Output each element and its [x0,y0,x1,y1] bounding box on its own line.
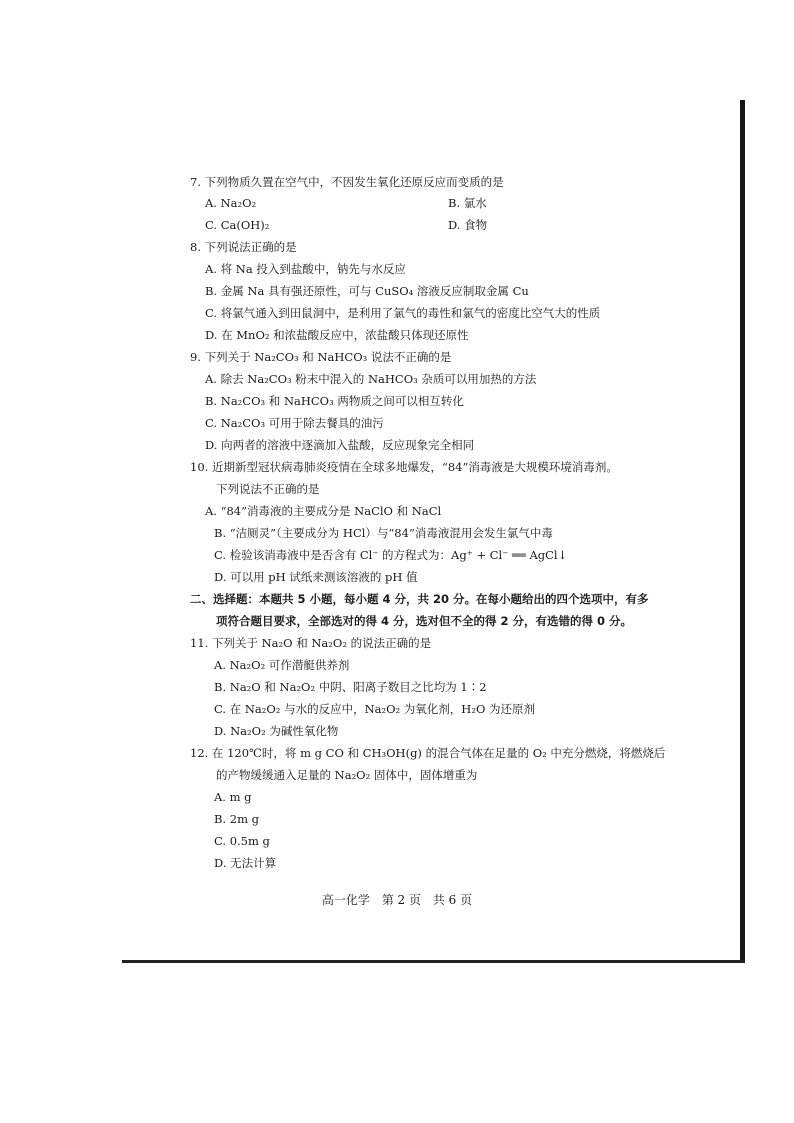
question-7-stem: 7. 下列物质久置在空气中，不因发生氧化还原反应而变质的是 [190,175,504,189]
question-8-option-a: A. 将 Na 投入到盐酸中，钠先与水反应 [205,262,406,276]
question-11-option-c: C. 在 Na₂O₂ 与水的反应中，Na₂O₂ 为氧化剂，H₂O 为还原剂 [214,702,536,716]
footer-total-pages: 共 6 页 [432,893,473,907]
question-11-option-b: B. Na₂O 和 Na₂O₂ 中阴、阳离子数目之比均为 1∶2 [214,680,487,694]
question-10-stem-line-2: 下列说法不正确的是 [216,482,320,496]
question-12-option-a: A. m g [214,790,252,804]
section-2-instructions-line-1: 二、选择题：本题共 5 小题，每小题 4 分，共 20 分。在每小题给出的四个选项中，有多 [190,592,649,606]
question-8-option-b: B. 金属 Na 具有强还原性，可与 CuSO₄ 溶液反应制取金属 Cu [205,284,529,298]
question-11-option-a: A. Na₂O₂ 可作潜艇供养剂 [214,658,350,672]
question-12-option-c: C. 0.5m g [214,834,270,848]
question-7-option-b: B. 氯水 [448,196,487,210]
question-9-option-a: A. 除去 Na₂CO₃ 粉末中混入的 NaHCO₃ 杂质可以用加热的方法 [205,372,537,386]
question-9-stem: 9. 下列关于 Na₂CO₃ 和 NaHCO₃ 说法不正确的是 [190,350,452,364]
question-9-option-d: D. 向两者的溶液中逐滴加入盐酸，反应现象完全相同 [205,438,475,452]
question-10-option-d: D. 可以用 pH 试纸来测该溶液的 pH 值 [214,570,418,584]
scan-edge-bottom [122,960,745,963]
section-2-instructions-line-2: 项符合题目要求，全部选对的得 4 分，选对但不全的得 2 分，有选错的得 0 分。 [216,614,633,628]
question-9-option-b: B. Na₂CO₃ 和 NaHCO₃ 两物质之间可以相互转化 [205,394,464,408]
footer-subject: 高一化学 [321,893,370,907]
question-7-option-d: D. 食物 [448,218,488,232]
question-12-option-b: B. 2m g [214,812,260,826]
question-8-option-d: D. 在 MnO₂ 和浓盐酸反应中，浓盐酸只体现还原性 [205,328,469,342]
page-footer [0,893,794,907]
footer-page-number: 第 2 页 [381,893,421,907]
question-10-stem-line-1: 10. 近期新型冠状病毒肺炎疫情在全球多地爆发，“84”消毒液是大规模环境消毒剂。 [190,460,618,474]
question-12-option-d: D. 无法计算 [214,856,277,870]
question-10-option-c: C. 检验该消毒液中是否含有 Cl⁻ 的方程式为：Ag⁺ + Cl⁻ ══ AgCl↓ [214,548,568,562]
question-11-option-d: D. Na₂O₂ 为碱性氧化物 [214,724,339,738]
question-9-option-c: C. Na₂CO₃ 可用于除去餐具的油污 [205,416,384,430]
question-7-option-c: C. Ca(OH)₂ [205,218,270,232]
question-8-stem: 8. 下列说法正确的是 [190,240,297,254]
question-8-option-c: C. 将氯气通入到田鼠洞中，是利用了氯气的毒性和氯气的密度比空气大的性质 [205,306,601,320]
question-11-stem: 11. 下列关于 Na₂O 和 Na₂O₂ 的说法正确的是 [190,636,432,650]
question-10-option-b: B. “洁厕灵”（主要成分为 HCl）与“84”消毒液混用会发生氯气中毒 [214,526,553,540]
question-12-stem-line-1: 12. 在 120℃时，将 m g CO 和 CH₃OH(g) 的混合气体在足量的 O₂ 中充分燃烧，将燃烧后 [190,746,666,760]
question-12-stem-line-2: 的产物缓缓通入足量的 Na₂O₂ 固体中，固体增重为 [216,768,478,782]
question-7-option-a: A. Na₂O₂ [205,196,257,210]
scan-edge-right [740,100,745,962]
question-10-option-a: A. “84”消毒液的主要成分是 NaClO 和 NaCl [205,504,442,518]
